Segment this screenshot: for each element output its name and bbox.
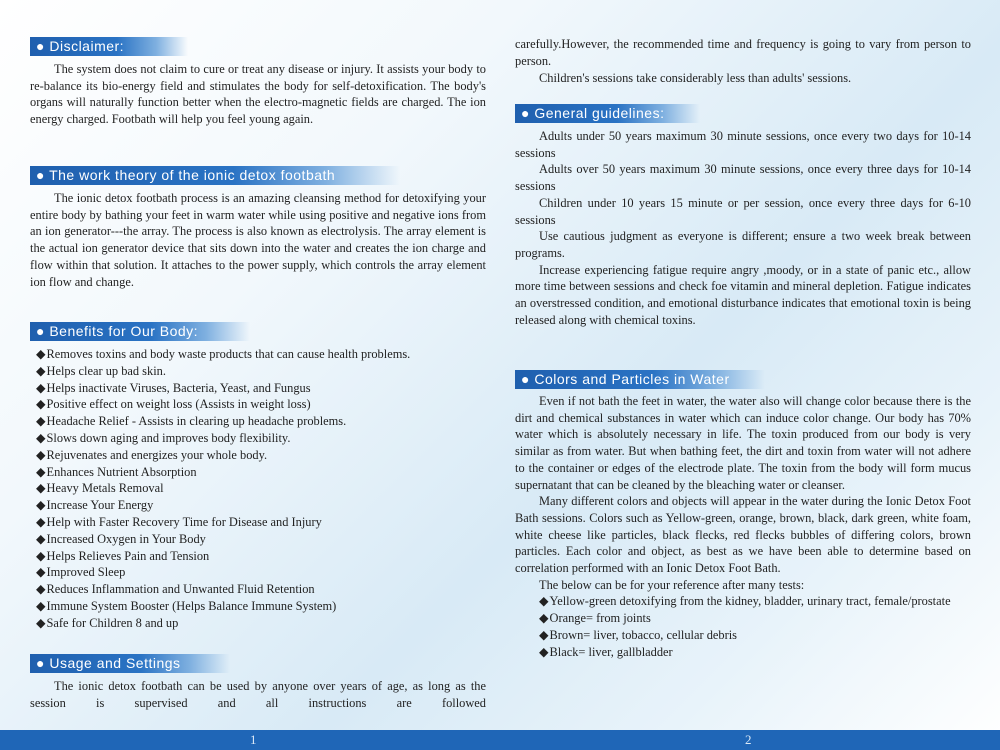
colors-list xyxy=(515,593,971,660)
guideline-para: Adults over 50 years maximum 30 minute sessions, once every three days for 10-14 sessions xyxy=(515,162,971,194)
page-number-left: 1 xyxy=(250,732,257,747)
list-item: ◆ Immune System Booster (Helps Balance Immune System) xyxy=(30,598,486,615)
guideline-para: Adults under 50 years maximum 30 minute sessions, once every two days for 10-14 sessions xyxy=(515,129,971,160)
colors-heading: ● Colors and Particles in Water xyxy=(515,370,765,389)
list-item: ◆ Increase Your Energy xyxy=(30,497,486,514)
list-item: ◆ Improved Sleep xyxy=(30,564,486,581)
list-item: ◆ Yellow-green detoxifying from the kidney, bladder, urinary tract, female/prostate xyxy=(533,593,971,610)
list-item: ◆ Help with Faster Recovery Time for Disease and Injury xyxy=(30,514,486,531)
theory-text: The ionic detox footbath process is an amazing cleansing method for detoxifying your entire body by bathing your feet in warm water while using positive and negative ions from an ion generator---the array. The process is also known as electrolysis. The array element is the actual ion generator device that sits down into the water and creates the ion charge and flow within that solution. It attaches to the power supply, which controls the array element ion flow and change. xyxy=(30,191,486,289)
colors-para: The below can be for your reference after many tests: xyxy=(539,577,805,592)
list-item: ◆ Brown= liver, tobacco, cellular debris xyxy=(533,627,971,644)
colors-para: Many different colors and objects will appear in the water during the Ionic Detox Foot Bath sessions. Colors such as Yellow-green, orange, brown, black, dark green, white foam, white cheese like particles, black flecks, red flecks bubbles of differing colors, brown particles. Each color and object, as best as we have been able to determine based on correlation performed with an Ionic Detox Foot Bath. xyxy=(515,494,971,576)
guidelines-heading: ● General guidelines: xyxy=(515,104,700,123)
list-item: ◆ Rejuvenates and energizes your whole body. xyxy=(30,447,486,464)
list-item: ◆ Helps Relieves Pain and Tension xyxy=(30,548,486,565)
disclaimer-heading: ● Disclaimer: xyxy=(30,37,188,56)
usage-heading: ● Usage and Settings xyxy=(30,654,230,673)
benefits-list xyxy=(30,346,486,632)
theory-heading: ● The work theory of the ionic detox footbath xyxy=(30,166,400,185)
list-item: ◆ Positive effect on weight loss (Assists in weight loss) xyxy=(30,396,486,413)
page-number-right: 2 xyxy=(745,732,752,747)
list-item: ◆ Enhances Nutrient Absorption xyxy=(30,464,486,481)
guidelines-body xyxy=(515,128,971,328)
usage-text: The ionic detox footbath can be used by anyone over years of age, as long as the session is supervised and all instructions are followed xyxy=(30,679,486,710)
list-item: ◆ Orange= from joints xyxy=(533,610,971,627)
list-item: ◆ Slows down aging and improves body flexibility. xyxy=(30,430,486,447)
usage-continued-1: carefully.However, the recommended time and frequency is going to vary from person to person. xyxy=(515,37,971,68)
benefits-heading: ● Benefits for Our Body: xyxy=(30,322,250,341)
list-item: ◆ Helps clear up bad skin. xyxy=(30,363,486,380)
disclaimer-text: The system does not claim to cure or treat any disease or injury. It assists your body to re-balance its bio-energy field and stimulates the body for self-detoxification. The body's organs will naturally function better when the electro-magnetic fields are charged. The ion energy charged. Footbath will help you feel young again. xyxy=(30,62,486,127)
list-item: ◆ Heavy Metals Removal xyxy=(30,480,486,497)
list-item: ◆ Black= liver, gallbladder xyxy=(533,644,971,661)
list-item: ◆ Safe for Children 8 and up xyxy=(30,615,486,632)
footer-bar xyxy=(0,730,1000,750)
guideline-para: Use cautious judgment as everyone is different; ensure a two week break between programs. xyxy=(515,229,971,260)
usage-continued-2: Children's sessions take considerably less than adults' sessions. xyxy=(539,71,852,85)
list-item: ◆ Helps inactivate Viruses, Bacteria, Yeast, and Fungus xyxy=(30,380,486,397)
list-item: ◆ Reduces Inflammation and Unwanted Fluid Retention xyxy=(30,581,486,598)
colors-body xyxy=(515,393,971,661)
list-item: ◆ Removes toxins and body waste products that can cause health problems. xyxy=(30,346,486,363)
guideline-para: Children under 10 years 15 minute or per session, once every three days for 6-10 sessions xyxy=(515,195,971,227)
guideline-para: Increase experiencing fatigue require angry ,moody, or in a state of panic etc., allow more time between sessions and check foe vitamin and mineral depletion. Fatigue indicates an overstressed condition, and emotional disturbance indicates that emotional toxin is being released along with chemical toxins. xyxy=(515,262,971,327)
list-item: ◆ Headache Relief - Assists in clearing up headache problems. xyxy=(30,413,486,430)
colors-para: Even if not bath the feet in water, the water also will change color because there is the dirt and chemical substances in water which can induce color change. Our body has 70% water which is absolutely necessary in life. The toxin produced from our body is very similar as from water. But when bathing feet, the dirt and toxin from water will not adhere to the container or edges of the electrode plate. The toxin from the body will form mucus supernatant that can be cleaned by the bleaching water or cleanser. xyxy=(515,394,971,492)
list-item: ◆ Increased Oxygen in Your Body xyxy=(30,531,486,548)
